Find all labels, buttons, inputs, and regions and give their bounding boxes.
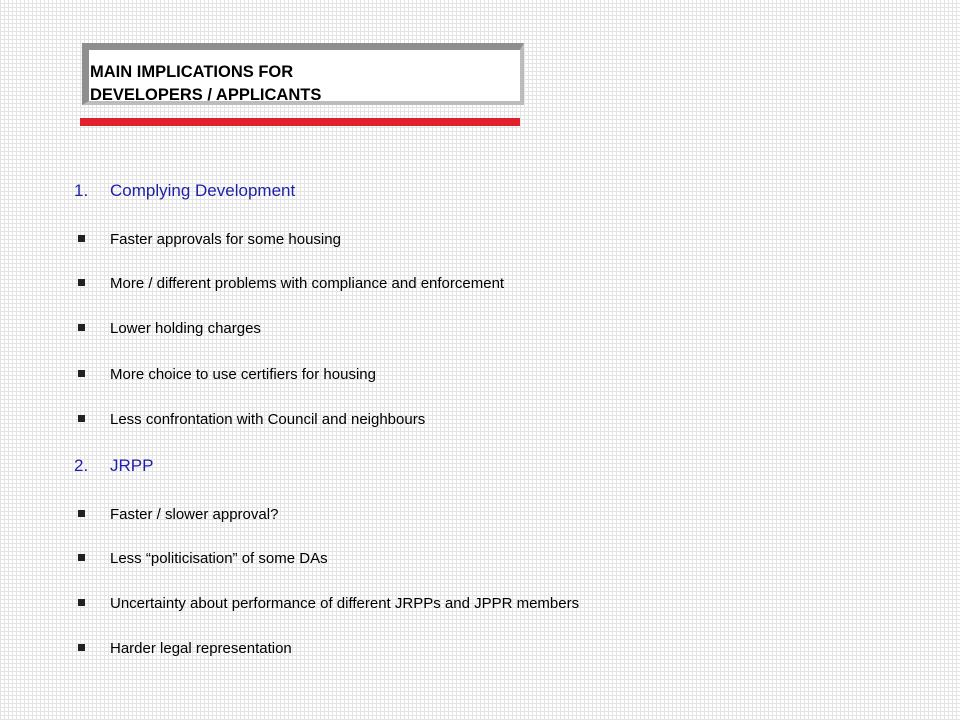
section-number: 1. [74, 181, 89, 200]
title-underline [80, 118, 520, 126]
square-bullet-icon [78, 599, 85, 606]
list-item-text: More / different problems with compliance and enforcement [110, 275, 505, 292]
list-item [78, 595, 579, 613]
section-heading-text: Complying Development [110, 181, 296, 200]
section-heading-complying-development [74, 181, 295, 201]
slide-title-line-1: MAIN IMPLICATIONS FOR [90, 63, 294, 81]
list-item-text: Less “politicisation” of some DAs [110, 550, 328, 567]
square-bullet-icon [78, 554, 85, 561]
square-bullet-icon [78, 324, 85, 331]
list-item-text: More choice to use certifiers for housing [110, 366, 376, 383]
list-item [78, 275, 504, 293]
list-item-text: Uncertainty about performance of different JRPPs and JPPR members [110, 595, 580, 612]
list-item [78, 320, 261, 338]
section-number: 2. [74, 456, 89, 475]
section-heading-jrpp [74, 456, 153, 476]
list-item-text: Less confrontation with Council and neighbours [110, 411, 426, 428]
list-item [78, 231, 341, 249]
section-heading-text: JRPP [110, 456, 154, 475]
square-bullet-icon [78, 235, 85, 242]
square-bullet-icon [78, 370, 85, 377]
list-item [78, 506, 278, 524]
square-bullet-icon [78, 644, 85, 651]
list-item [78, 366, 376, 384]
slide-title [90, 61, 321, 107]
list-item [78, 411, 425, 429]
list-item-text: Faster approvals for some housing [110, 231, 341, 248]
square-bullet-icon [78, 279, 85, 286]
list-item [78, 640, 292, 658]
square-bullet-icon [78, 510, 85, 517]
square-bullet-icon [78, 415, 85, 422]
list-item-text: Lower holding charges [110, 320, 261, 337]
slide-title-line-2: DEVELOPERS / APPLICANTS [90, 86, 322, 104]
list-item-text: Faster / slower approval? [110, 506, 279, 523]
list-item [78, 550, 328, 568]
list-item-text: Harder legal representation [110, 640, 292, 657]
